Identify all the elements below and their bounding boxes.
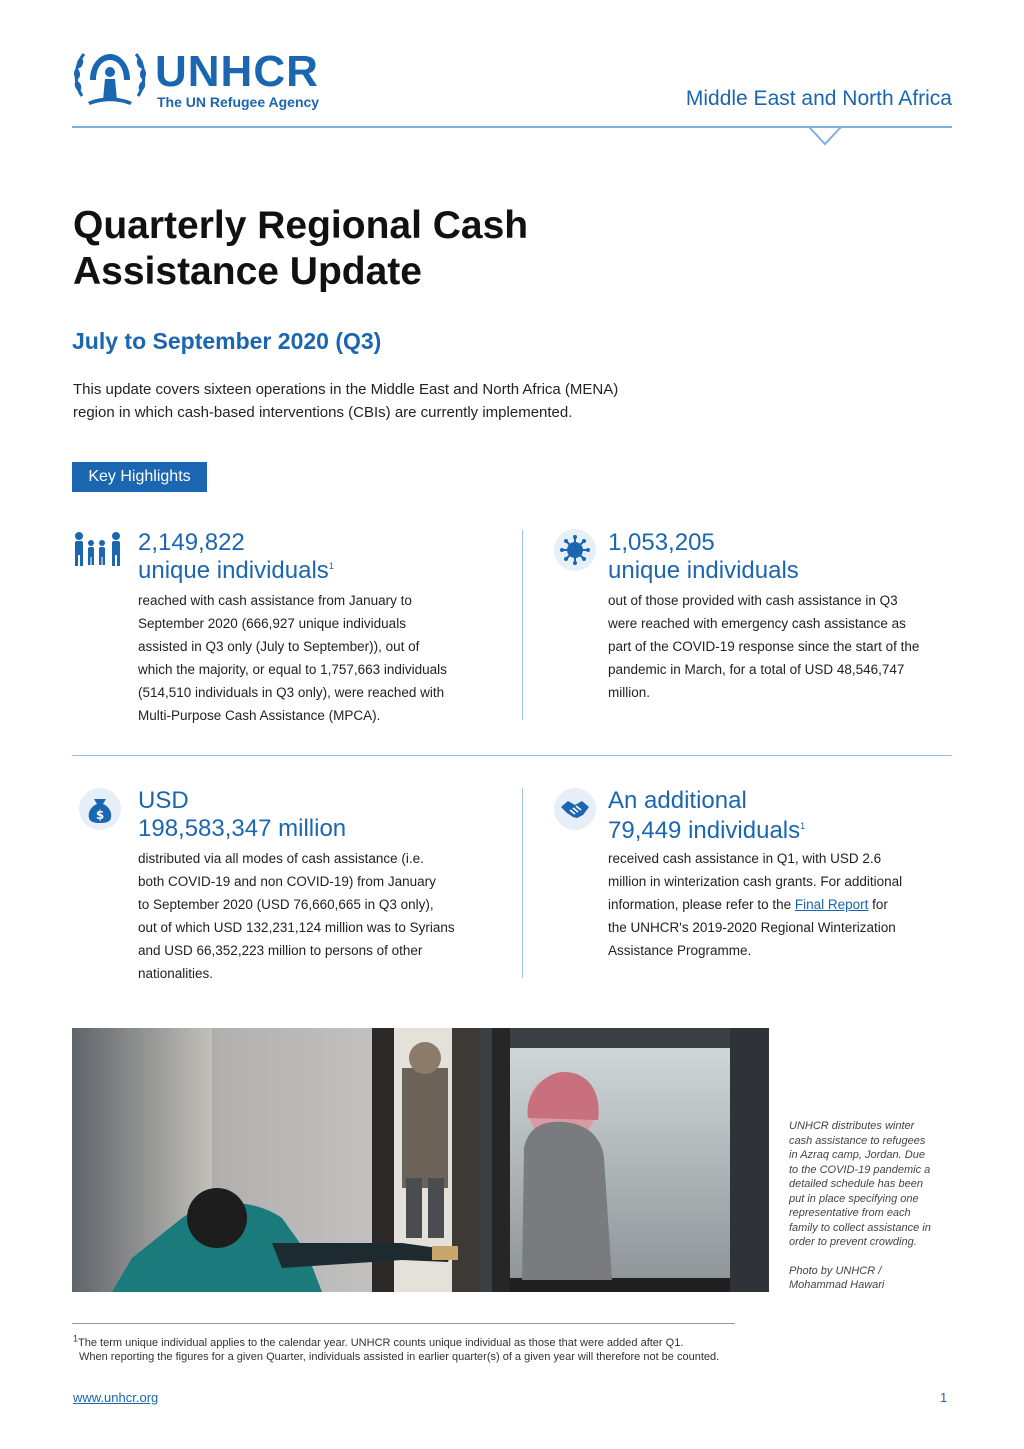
column-divider — [522, 788, 523, 978]
intro-line-1: This update covers sixteen operations in the Middle East and North Africa (MENA) — [73, 381, 619, 398]
footnote-marker: 1 — [328, 561, 334, 571]
body-line: were reached with emergency cash assistance as — [608, 616, 906, 631]
photo-credit: Mohammad Hawari — [789, 1279, 885, 1291]
caption-line: family to collect assistance in — [789, 1221, 931, 1234]
body-text: for — [868, 897, 888, 912]
highlight-2-body — [608, 589, 968, 704]
footnote — [73, 1333, 793, 1364]
column-divider — [522, 530, 523, 720]
highlight-4-unit — [608, 817, 805, 845]
money-bag-icon — [78, 787, 124, 833]
body-line: which the majority, or equal to 1,757,663 individuals — [138, 662, 447, 677]
page-number: 1 — [940, 1390, 948, 1405]
website-link[interactable]: www.unhcr.org — [73, 1390, 159, 1405]
caption-line: put in place specifying one — [789, 1192, 919, 1205]
unhcr-emblem-icon — [72, 46, 148, 108]
body-line: out of those provided with cash assistance in Q3 — [608, 593, 898, 608]
caption-spacer — [789, 1250, 949, 1264]
people-icon — [72, 530, 118, 576]
caption-line: to the COVID-19 pandemic a — [789, 1163, 931, 1176]
final-report-link[interactable]: Final Report — [794, 897, 869, 912]
body-line: (514,510 individuals in Q3 only), were reached with — [138, 685, 445, 700]
body-line: distributed via all modes of cash assistance (i.e. — [138, 851, 424, 866]
footnote-line-1 — [73, 1333, 793, 1350]
footnote-marker: 1 — [800, 821, 806, 831]
highlight-4 — [608, 787, 805, 845]
body-line: pandemic in March, for a total of USD 48,546,747 — [608, 662, 905, 677]
photo-credit: Photo by UNHCR / — [789, 1264, 882, 1277]
body-line: million. — [608, 685, 651, 700]
body-text: information, please refer to the — [608, 897, 795, 912]
key-highlights-badge: Key Highlights — [72, 462, 207, 492]
body-line: assisted in Q3 only (July to September)), out of — [138, 639, 420, 654]
chevron-down-icon — [808, 126, 842, 146]
body-line: Multi-Purpose Cash Assistance (MPCA). — [138, 708, 381, 723]
title-line-1: Quarterly Regional Cash — [73, 204, 529, 247]
body-line: both COVID-19 and non COVID-19) from January — [138, 874, 436, 889]
highlight-3-figure: USD — [138, 787, 189, 814]
caption-line: cash assistance to refugees — [789, 1134, 926, 1147]
highlight-4-unit-text: 79,449 individuals — [608, 817, 801, 844]
caption-line: in Azraq camp, Jordan. Due — [789, 1149, 925, 1161]
footnote-divider — [72, 1323, 735, 1324]
title-line-2: Assistance Update — [73, 250, 422, 293]
region-label: Middle East and North Africa — [685, 87, 952, 110]
footnote-text: The term unique individual applies to the calendar year. UNHCR counts unique individual as those that were added after Q1. — [78, 1337, 684, 1349]
logo-tagline: The UN Refugee Agency — [157, 94, 320, 110]
caption-line: order to prevent crowding. — [789, 1236, 917, 1248]
intro-line-2: region in which cash-based interventions (CBIs) are currently implemented. — [73, 404, 573, 421]
highlight-2 — [608, 529, 799, 585]
body-line: the UNHCR's 2019-2020 Regional Winterization — [608, 920, 896, 935]
highlight-4-lead: An additional — [608, 787, 747, 814]
body-line: reached with cash assistance from January to — [138, 593, 412, 608]
body-line: and USD 66,352,223 million to persons of other — [138, 943, 423, 958]
virus-icon — [553, 528, 599, 574]
page-subtitle: July to September 2020 (Q3) — [72, 328, 382, 354]
body-line: part of the COVID-19 response since the start of the — [608, 639, 920, 654]
highlight-3 — [138, 787, 346, 843]
body-line: out of which USD 132,231,124 million was to Syrians — [138, 920, 455, 935]
handshake-icon — [553, 787, 599, 833]
logo-wordmark: UNHCR — [155, 47, 319, 96]
highlight-1-unit-text: unique individuals — [138, 557, 329, 584]
highlight-1-body — [138, 589, 508, 727]
caption-line: detailed schedule has been — [789, 1178, 923, 1190]
highlight-2-unit: unique individuals — [608, 557, 799, 584]
body-line: Assistance Programme. — [608, 943, 752, 958]
body-line: to September 2020 (USD 76,660,665 in Q3 only), — [138, 897, 434, 912]
body-line: nationalities. — [138, 966, 214, 981]
body-line — [608, 893, 968, 916]
highlight-4-body — [608, 847, 968, 962]
intro-text — [73, 378, 713, 424]
highlight-3-unit: 198,583,347 million — [138, 815, 347, 842]
caption-line: UNHCR distributes winter — [789, 1120, 915, 1132]
footnote-marker: 1 — [73, 1333, 79, 1344]
section-divider — [72, 755, 952, 756]
body-line: million in winterization cash grants. For additional — [608, 874, 903, 889]
body-line: received cash assistance in Q1, with USD 2.6 — [608, 851, 882, 866]
photo-caption — [789, 1119, 949, 1293]
page-title — [73, 203, 528, 295]
highlight-1-figure: 2,149,822 — [138, 529, 245, 556]
highlight-1-unit — [138, 557, 334, 585]
highlight-3-body — [138, 847, 508, 985]
body-line: September 2020 (666,927 unique individuals — [138, 616, 406, 631]
footnote-line-2: When reporting the figures for a given Quarter, individuals assisted in earlier quarter(s) of a given year will therefore not be counted. — [79, 1351, 720, 1363]
cover-photo — [72, 1028, 769, 1292]
caption-line: representative from each — [789, 1207, 911, 1219]
highlight-1 — [138, 529, 334, 585]
highlight-2-figure: 1,053,205 — [608, 529, 715, 556]
svg-text:$: $ — [95, 808, 105, 822]
